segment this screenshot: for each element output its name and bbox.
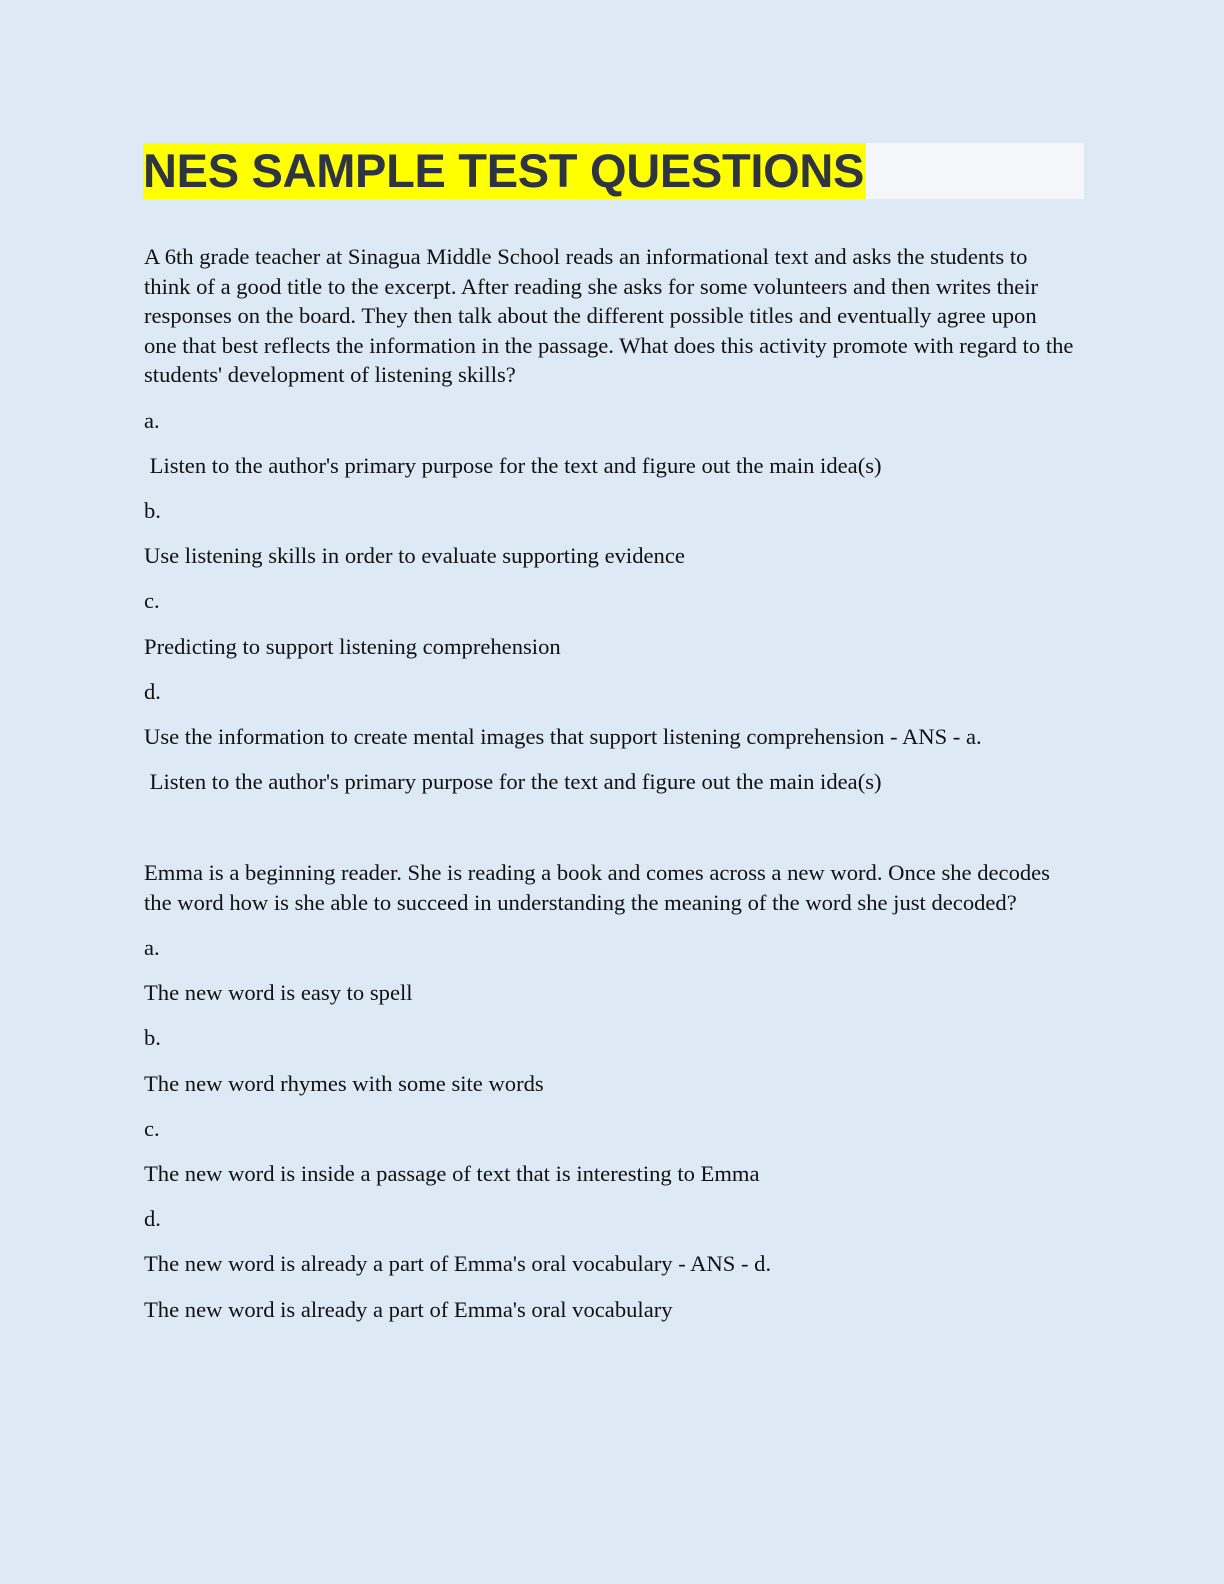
answer-text: Listen to the author's primary purpose for the text and figure out the main idea(s) [144,769,882,795]
section-spacer [144,812,1074,858]
question-prompt: A 6th grade teacher at Sinagua Middle School reads an informational text and asks the students to think of a good title to the excerpt. After reading she asks for some volunteers and then writes their responses on the board. They then talk about the different possible titles and eventually agree upon one that best reflects the information in the passage. What does this activity promote with regard to the students' development of listening skills? [144,244,1074,388]
question-2 [144,858,1074,1324]
document-body [144,242,1074,1340]
title-banner [143,143,1084,199]
option-label-a: a. [144,407,160,433]
option-text-d: The new word is already a part of Emma's oral vocabulary - ANS - d. [144,1251,772,1277]
option-label-b: b. [144,497,161,523]
option-text-d: Use the information to create mental images that support listening comprehension - ANS - a. [144,723,982,749]
page-title: NES SAMPLE TEST QUESTIONS [143,144,865,197]
option-label-a: a. [144,935,160,961]
option-label-c: c. [144,588,160,614]
option-text-c: The new word is inside a passage of text that is interesting to Emma [144,1160,760,1186]
question-prompt: Emma is a beginning reader. She is reading a book and comes across a new word. Once she decodes the word how is she able to succeed in understanding the meaning of the word she just decoded? [144,860,1050,915]
option-text-b: Use listening skills in order to evaluate supporting evidence [144,543,685,569]
option-text-b: The new word rhymes with some site words [144,1070,544,1096]
option-label-d: d. [144,1206,161,1232]
option-label-b: b. [144,1025,161,1051]
option-label-c: c. [144,1115,160,1141]
option-text-c: Predicting to support listening comprehension [144,633,561,659]
option-label-d: d. [144,678,161,704]
option-text-a: Listen to the author's primary purpose for the text and figure out the main idea(s) [144,452,882,478]
question-1 [144,242,1074,797]
answer-text: The new word is already a part of Emma's oral vocabulary [144,1296,673,1322]
option-text-a: The new word is easy to spell [144,980,413,1006]
